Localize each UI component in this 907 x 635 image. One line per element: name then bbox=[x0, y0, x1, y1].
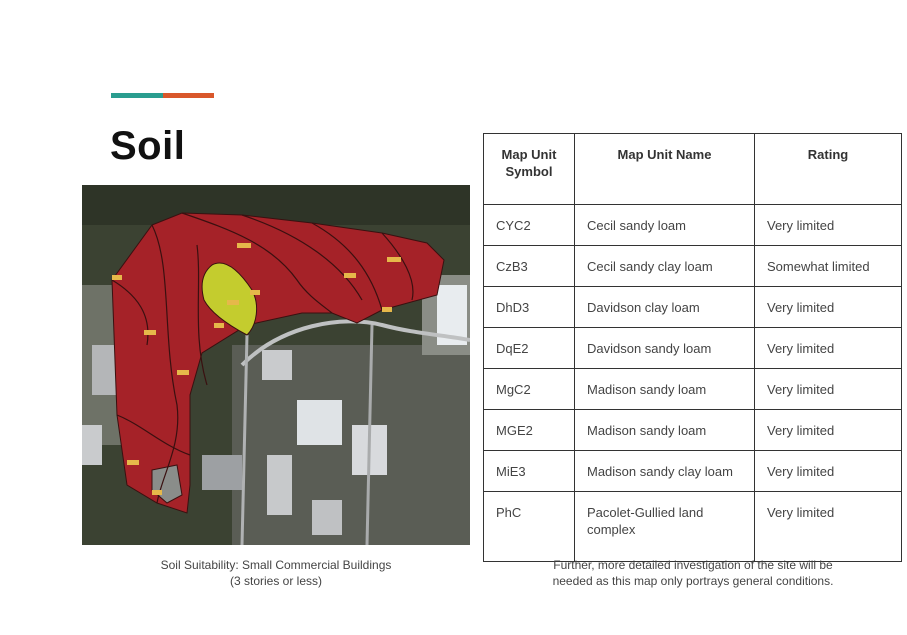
cell-name: Cecil sandy clay loam bbox=[575, 246, 755, 287]
cell-rating: Very limited bbox=[755, 492, 902, 562]
cell-symbol: PhC bbox=[484, 492, 575, 562]
site-note bbox=[484, 557, 902, 589]
table-header-row bbox=[484, 134, 902, 205]
cell-rating: Very limited bbox=[755, 410, 902, 451]
site-note-line-1: Further, more detailed investigation of the site will be bbox=[553, 558, 833, 572]
cell-symbol: CzB3 bbox=[484, 246, 575, 287]
cell-name: Madison sandy loam bbox=[575, 410, 755, 451]
map-caption-line-2: (3 stories or less) bbox=[229, 574, 323, 588]
table-row bbox=[484, 205, 902, 246]
cell-symbol: MgC2 bbox=[484, 369, 575, 410]
cell-name: Cecil sandy loam bbox=[575, 205, 755, 246]
table-row bbox=[484, 246, 902, 287]
cell-rating: Somewhat limited bbox=[755, 246, 902, 287]
cell-rating: Very limited bbox=[755, 205, 902, 246]
table-row bbox=[484, 328, 902, 369]
header-map-unit-symbol: Map Unit Symbol bbox=[484, 134, 575, 205]
table-row bbox=[484, 287, 902, 328]
cell-name: Davidson clay loam bbox=[575, 287, 755, 328]
cell-name: Davidson sandy loam bbox=[575, 328, 755, 369]
page-title: Soil bbox=[110, 124, 186, 168]
cell-name: Pacolet-Gullied land complex bbox=[575, 492, 755, 562]
cell-symbol: MiE3 bbox=[484, 451, 575, 492]
cell-rating: Very limited bbox=[755, 451, 902, 492]
cell-name: Madison sandy clay loam bbox=[575, 451, 755, 492]
cell-symbol: DqE2 bbox=[484, 328, 575, 369]
table-row bbox=[484, 410, 902, 451]
header-rating: Rating bbox=[755, 134, 902, 205]
cell-name: Madison sandy loam bbox=[575, 369, 755, 410]
cell-rating: Very limited bbox=[755, 369, 902, 410]
table-row bbox=[484, 492, 902, 562]
map-caption bbox=[82, 557, 470, 589]
header-map-unit-name: Map Unit Name bbox=[575, 134, 755, 205]
table-row bbox=[484, 369, 902, 410]
cell-rating: Very limited bbox=[755, 328, 902, 369]
accent-bar-teal bbox=[111, 93, 163, 98]
soil-table bbox=[483, 133, 902, 562]
site-note-line-2: needed as this map only portrays general conditions. bbox=[552, 574, 834, 588]
accent-bar-orange bbox=[163, 93, 214, 98]
cell-symbol: DhD3 bbox=[484, 287, 575, 328]
map-caption-line-1: Soil Suitability: Small Commercial Buildings bbox=[160, 558, 392, 572]
cell-symbol: MGE2 bbox=[484, 410, 575, 451]
soil-suitability-map bbox=[82, 185, 470, 545]
cell-rating: Very limited bbox=[755, 287, 902, 328]
table-row bbox=[484, 451, 902, 492]
cell-symbol: CYC2 bbox=[484, 205, 575, 246]
